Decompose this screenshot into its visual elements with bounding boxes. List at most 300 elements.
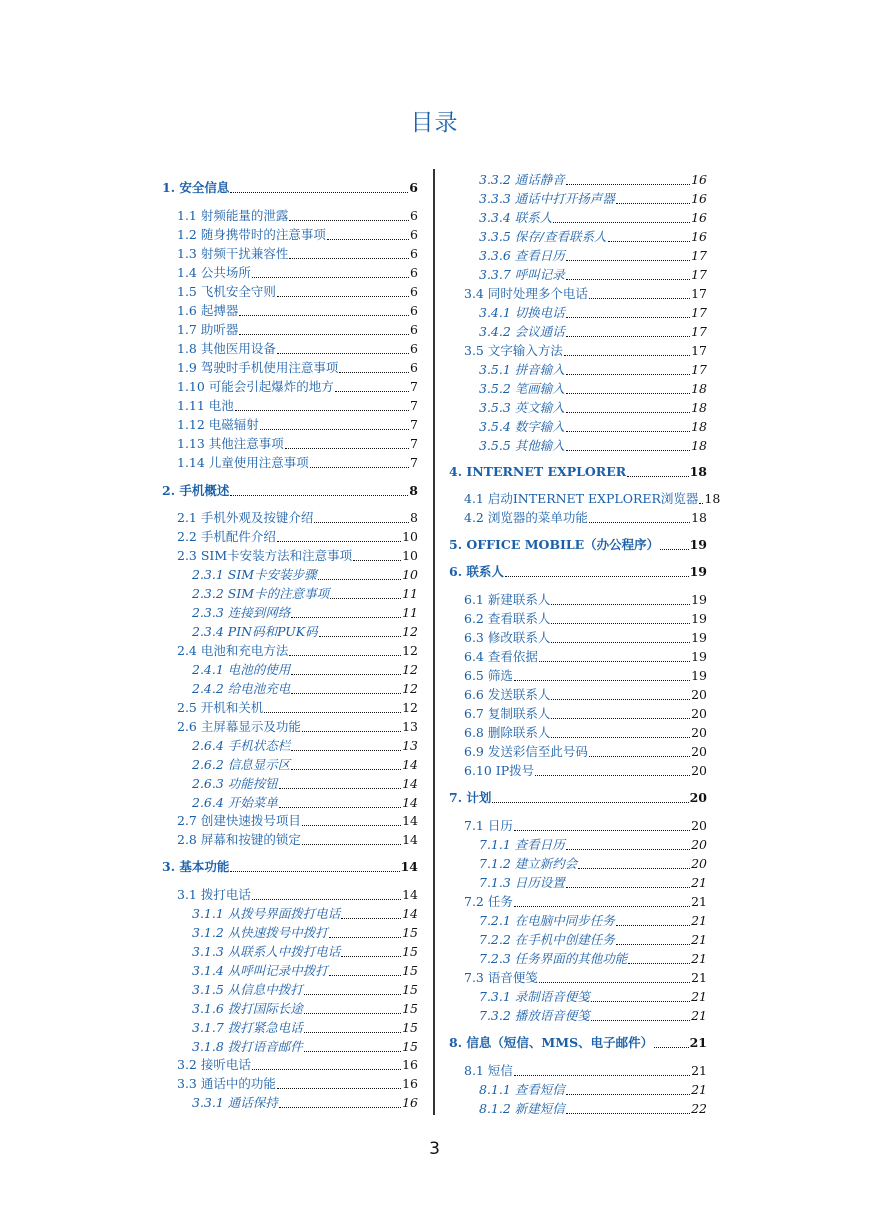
toc-entry[interactable]: [449, 910, 707, 929]
toc-dot-leader: [589, 297, 690, 299]
toc-entry-page: 21: [691, 970, 707, 985]
toc-entry-page: 6: [410, 303, 418, 318]
toc-entry-page: 21: [689, 1035, 707, 1050]
toc-entry[interactable]: [162, 357, 418, 376]
toc-entry-page: 20: [691, 837, 707, 852]
toc-entry-title: 6. 联系人: [449, 564, 504, 579]
toc-dot-leader: [566, 430, 690, 432]
toc-entry[interactable]: [449, 534, 707, 553]
toc-entry-title: 2.3.1 SIM卡安装步骤: [192, 567, 317, 582]
toc-dot-leader: [239, 314, 409, 316]
toc-dot-leader: [341, 955, 401, 957]
toc-entry[interactable]: [162, 829, 418, 848]
toc-entry-title: 4.1 启动INTERNET EXPLORER浏览器: [464, 491, 699, 506]
toc-entry-title: 3.3.1 通话保持: [192, 1095, 278, 1110]
toc-entry-page: 14: [402, 813, 418, 828]
toc-entry[interactable]: [449, 891, 707, 910]
toc-dot-leader: [566, 392, 690, 394]
toc-entry[interactable]: [449, 188, 707, 207]
toc-entry[interactable]: [449, 488, 721, 507]
toc-entry-page: 18: [691, 419, 707, 434]
toc-dot-leader: [291, 673, 401, 675]
toc-entry-title: 1.2 随身携带时的注意事项: [177, 227, 326, 242]
toc-entry[interactable]: [449, 967, 707, 986]
toc-entry-page: 16: [691, 172, 707, 187]
toc-entry-page: 18: [691, 438, 707, 453]
toc-entry[interactable]: [449, 948, 707, 967]
toc-dot-leader: [514, 679, 690, 681]
toc-entry-page: 20: [691, 818, 707, 833]
toc-entry[interactable]: [162, 433, 418, 452]
toc-entry-page: 21: [691, 875, 707, 890]
toc-entry-title: 7.2.3 任务界面的其他功能: [479, 951, 628, 966]
toc-entry[interactable]: [162, 545, 418, 564]
toc-entry-page: 19: [691, 611, 707, 626]
toc-entry-title: 3. 基本功能: [162, 859, 230, 874]
toc-entry-title: 8. 信息（短信、MMS、电子邮件）: [449, 1035, 654, 1050]
toc-entry-title: 2.6.3 功能按钮: [192, 776, 278, 791]
toc-dot-leader: [535, 774, 690, 776]
toc-entry[interactable]: [449, 169, 707, 188]
toc-entry-page: 12: [402, 681, 418, 696]
toc-entry[interactable]: [162, 1054, 418, 1073]
toc-entry[interactable]: [449, 321, 707, 340]
toc-dot-leader: [608, 240, 691, 242]
toc-entry-page: 14: [402, 906, 418, 921]
toc-entry[interactable]: [449, 722, 707, 741]
toc-entry[interactable]: [162, 735, 418, 754]
toc-entry-page: 20: [691, 763, 707, 778]
toc-entry[interactable]: [449, 684, 707, 703]
toc-entry[interactable]: [162, 480, 418, 499]
toc-dot-leader: [304, 1012, 401, 1014]
toc-dot-leader: [310, 466, 409, 468]
toc-entry[interactable]: [162, 678, 418, 697]
toc-entry-page: 15: [402, 982, 418, 997]
toc-entry-title: 7.1.1 查看日历: [479, 837, 565, 852]
toc-entry[interactable]: [162, 281, 418, 300]
toc-dot-leader: [304, 1031, 401, 1033]
toc-dot-leader: [291, 692, 401, 694]
toc-entry-title: 6.6 发送联系人: [464, 687, 551, 702]
toc-entry[interactable]: [449, 245, 707, 264]
toc-dot-leader: [578, 867, 690, 869]
toc-entry-title: 6.7 复制联系人: [464, 706, 551, 721]
toc-entry[interactable]: [449, 302, 707, 321]
toc-entry-page: 20: [691, 856, 707, 871]
toc-entry-title: 2.1 手机外观及按键介绍: [177, 510, 314, 525]
toc-entry-page: 16: [402, 1057, 418, 1072]
toc-entry-page: 21: [691, 1063, 707, 1078]
toc-entry-title: 6.10 IP拨号: [464, 763, 535, 778]
toc-entry[interactable]: [449, 507, 707, 526]
toc-dot-leader: [551, 622, 690, 624]
toc-entry-title: 1.13 其他注意事项: [177, 436, 284, 451]
toc-entry-page: 16: [402, 1076, 418, 1091]
toc-entry-title: 2.3.4 PIN码和PUK码: [192, 624, 318, 639]
toc-entry-page: 7: [410, 455, 418, 470]
toc-entry[interactable]: [162, 773, 418, 792]
toc-entry-title: 1. 安全信息: [162, 180, 230, 195]
toc-dot-leader: [589, 755, 690, 757]
toc-entry-title: 2. 手机概述: [162, 483, 230, 498]
toc-entry-page: 16: [691, 210, 707, 225]
toc-entry[interactable]: [162, 243, 418, 262]
toc-entry-page: 15: [402, 925, 418, 940]
toc-entry[interactable]: [449, 416, 707, 435]
toc-entry-page: 6: [410, 360, 418, 375]
toc-entry[interactable]: [449, 853, 707, 872]
toc-entry-title: 6.5 筛选: [464, 668, 513, 683]
toc-entry[interactable]: [449, 703, 707, 722]
toc-dot-leader: [230, 191, 408, 193]
toc-entry[interactable]: [162, 998, 418, 1017]
toc-entry-page: 12: [402, 700, 418, 715]
toc-entry-page: 18: [704, 491, 721, 506]
toc-entry-title: 3.1 拨打电话: [177, 887, 251, 902]
toc-entry-page: 14: [400, 859, 418, 874]
toc-entry[interactable]: [449, 872, 707, 891]
toc-entry[interactable]: [162, 1036, 418, 1055]
toc-entry[interactable]: [162, 810, 418, 829]
toc-entry-title: 3.1.2 从快速拨号中拨打: [192, 925, 328, 940]
toc-dot-leader: [260, 428, 409, 430]
toc-entry[interactable]: [162, 452, 418, 471]
toc-dot-leader: [277, 352, 409, 354]
toc-entry-page: 20: [689, 790, 707, 805]
toc-dot-leader: [353, 559, 401, 561]
toc-entry[interactable]: [162, 922, 418, 941]
toc-dot-leader: [339, 371, 409, 373]
toc-entry-title: 7.1.3 日历设置: [479, 875, 565, 890]
toc-entry-title: 3.1.1 从拨号界面拨打电话: [192, 906, 341, 921]
toc-dot-leader: [329, 974, 401, 976]
toc-entry-title: 3.4.2 会议通话: [479, 324, 565, 339]
toc-entry-page: 21: [691, 951, 707, 966]
toc-entry-title: 3.5 文字输入方法: [464, 343, 563, 358]
toc-dot-leader: [277, 1087, 401, 1089]
toc-dot-leader: [616, 924, 690, 926]
toc-entry-title: 8.1 短信: [464, 1063, 513, 1078]
toc-entry[interactable]: [162, 640, 418, 659]
toc-entry-page: 14: [402, 757, 418, 772]
toc-dot-leader: [551, 698, 690, 700]
toc-entry[interactable]: [449, 760, 707, 779]
toc-entry-title: 3.5.1 拼音输入: [479, 362, 565, 377]
toc-entry-title: 8.1.2 新建短信: [479, 1101, 565, 1116]
toc-entry[interactable]: [162, 941, 418, 960]
toc-entry-page: 6: [410, 265, 418, 280]
toc-entry-page: 10: [402, 567, 418, 582]
toc-entry-title: 2.7 创建快速拨号项目: [177, 813, 301, 828]
toc-entry[interactable]: [449, 397, 707, 416]
toc-entry-page: 13: [402, 719, 418, 734]
toc-dot-leader: [289, 257, 409, 259]
toc-entry-title: 3.3 通话中的功能: [177, 1076, 276, 1091]
toc-entry[interactable]: [162, 754, 418, 773]
toc-entry-title: 7.1.2 建立新约会: [479, 856, 578, 871]
toc-dot-leader: [318, 578, 402, 580]
toc-entry[interactable]: [449, 207, 707, 226]
toc-entry[interactable]: [449, 561, 707, 580]
toc-entry-title: 2.8 屏幕和按键的锁定: [177, 832, 301, 847]
toc-entry-page: 19: [689, 564, 707, 579]
toc-entry[interactable]: [162, 621, 418, 640]
toc-entry[interactable]: [449, 986, 707, 1005]
toc-entry[interactable]: [449, 646, 707, 665]
toc-entry-page: 19: [689, 537, 707, 552]
toc-entry-page: 7: [410, 417, 418, 432]
toc-entry[interactable]: [162, 564, 418, 583]
toc-dot-leader: [277, 540, 401, 542]
toc-entry[interactable]: [449, 589, 707, 608]
toc-entry[interactable]: [162, 856, 418, 875]
toc-dot-leader: [279, 806, 401, 808]
toc-entry[interactable]: [449, 226, 707, 245]
toc-entry-title: 8.1.1 查看短信: [479, 1082, 565, 1097]
toc-entry-page: 10: [402, 529, 418, 544]
toc-entry[interactable]: [449, 1005, 707, 1024]
toc-entry[interactable]: [162, 262, 418, 281]
toc-dot-leader: [285, 447, 409, 449]
toc-entry[interactable]: [162, 526, 418, 545]
toc-entry[interactable]: [162, 1073, 418, 1092]
toc-entry-title: 7.1 日历: [464, 818, 513, 833]
toc-entry-title: 3.3.3 通话中打开扬声器: [479, 191, 615, 206]
toc-dot-leader: [341, 917, 401, 919]
toc-entry-page: 10: [402, 548, 418, 563]
toc-dot-leader: [252, 276, 409, 278]
toc-entry-page: 20: [691, 725, 707, 740]
toc-entry[interactable]: [162, 960, 418, 979]
toc-dot-leader: [314, 521, 409, 523]
toc-dot-leader: [566, 259, 690, 261]
toc-dot-leader: [660, 548, 688, 550]
toc-entry-page: 22: [691, 1101, 707, 1116]
toc-entry[interactable]: [162, 224, 418, 243]
toc-entry-title: 2.3 SIM卡安装方法和注意事项: [177, 548, 353, 563]
toc-entry-page: 6: [410, 322, 418, 337]
toc-entry-page: 21: [691, 1082, 707, 1097]
toc-entry-title: 1.3 射频干扰兼容性: [177, 246, 289, 261]
toc-entry-page: 6: [410, 227, 418, 242]
toc-entry-title: 2.4 电池和充电方法: [177, 643, 289, 658]
toc-dot-leader: [628, 962, 690, 964]
toc-entry-page: 13: [402, 738, 418, 753]
toc-entry-page: 19: [691, 668, 707, 683]
toc-entry-page: 14: [402, 832, 418, 847]
toc-entry-title: 3.1.4 从呼叫记录中拨打: [192, 963, 328, 978]
toc-dot-leader: [551, 641, 690, 643]
toc-entry-page: 15: [402, 1001, 418, 1016]
toc-dot-leader: [277, 295, 409, 297]
toc-entry[interactable]: [162, 395, 418, 414]
toc-entry-page: 11: [402, 605, 418, 620]
toc-entry[interactable]: [449, 608, 707, 627]
toc-entry-page: 7: [410, 398, 418, 413]
toc-entry[interactable]: [449, 665, 707, 684]
toc-entry-title: 2.3.2 SIM卡的注意事项: [192, 586, 330, 601]
toc-dot-leader: [566, 886, 690, 888]
toc-entry[interactable]: [449, 461, 707, 480]
toc-entry-title: 1.10 可能会引起爆炸的地方: [177, 379, 334, 394]
toc-entry[interactable]: [162, 376, 418, 395]
toc-dot-leader: [289, 219, 409, 221]
toc-dot-leader: [566, 1112, 690, 1114]
toc-dot-leader: [335, 390, 409, 392]
toc-dot-leader: [505, 575, 689, 577]
toc-entry[interactable]: [449, 378, 707, 397]
toc-entry-page: 17: [691, 267, 707, 282]
toc-entry-page: 20: [691, 687, 707, 702]
toc-entry-title: 2.2 手机配件介绍: [177, 529, 276, 544]
toc-entry[interactable]: [162, 659, 418, 678]
toc-entry[interactable]: [449, 1032, 707, 1051]
toc-entry-title: 2.6.2 信息显示区: [192, 757, 291, 772]
toc-entry[interactable]: [162, 979, 418, 998]
toc-entry[interactable]: [162, 884, 418, 903]
toc-dot-leader: [279, 787, 401, 789]
toc-entry-page: 12: [402, 662, 418, 677]
toc-dot-leader: [616, 943, 690, 945]
toc-entry[interactable]: [162, 205, 418, 224]
toc-dot-leader: [566, 316, 690, 318]
toc-dot-leader: [252, 898, 401, 900]
toc-entry-page: 6: [410, 284, 418, 299]
toc-entry-title: 4.2 浏览器的菜单功能: [464, 510, 588, 525]
toc-entry-title: 6.2 查看联系人: [464, 611, 551, 626]
toc-entry-title: 2.6.4 手机状态栏: [192, 738, 291, 753]
toc-entry[interactable]: [162, 1092, 418, 1111]
toc-entry[interactable]: [162, 414, 418, 433]
toc-entry-title: 3.5.4 数字输入: [479, 419, 565, 434]
toc-entry[interactable]: [162, 1017, 418, 1036]
toc-entry-page: 17: [691, 362, 707, 377]
toc-entry[interactable]: [449, 787, 707, 806]
toc-entry[interactable]: [449, 283, 707, 302]
toc-dot-leader: [551, 717, 690, 719]
toc-dot-leader: [304, 1050, 401, 1052]
toc-entry-title: 1.8 其他医用设备: [177, 341, 276, 356]
toc-entry[interactable]: [162, 319, 418, 338]
toc-entry-page: 21: [691, 913, 707, 928]
toc-entry[interactable]: [162, 697, 418, 716]
toc-entry-title: 7.3.1 录制语音便笺: [479, 989, 590, 1004]
toc-dot-leader: [252, 1068, 401, 1070]
toc-entry-title: 7.2.2 在手机中创建任务: [479, 932, 615, 947]
toc-dot-leader: [264, 711, 401, 713]
toc-entry-page: 18: [691, 400, 707, 415]
toc-entry[interactable]: [449, 340, 707, 359]
toc-dot-leader: [566, 1093, 690, 1095]
toc-entry-title: 7.2.1 在电脑中同步任务: [479, 913, 615, 928]
toc-entry-title: 3.1.5 从信息中拨打: [192, 982, 303, 997]
toc-dot-leader: [514, 1074, 690, 1076]
toc-dot-leader: [539, 981, 690, 983]
toc-entry-page: 20: [691, 706, 707, 721]
toc-entry[interactable]: [162, 792, 418, 811]
toc-entry[interactable]: [162, 903, 418, 922]
toc-dot-leader: [492, 801, 688, 803]
toc-dot-leader: [330, 597, 401, 599]
toc-dot-leader: [304, 993, 401, 995]
toc-entry[interactable]: [449, 359, 707, 378]
toc-dot-leader: [616, 202, 690, 204]
toc-dot-leader: [551, 736, 690, 738]
toc-entry[interactable]: [162, 583, 418, 602]
toc-entry[interactable]: [449, 1098, 707, 1117]
toc-entry-page: 16: [691, 229, 707, 244]
toc-entry-page: 21: [691, 894, 707, 909]
toc-entry[interactable]: [162, 507, 418, 526]
toc-dot-leader: [302, 824, 401, 826]
toc-entry-page: 14: [402, 795, 418, 810]
toc-entry-page: 15: [402, 944, 418, 959]
toc-entry[interactable]: [162, 177, 418, 196]
toc-entry-title: 2.6.4 开始菜单: [192, 795, 278, 810]
toc-dot-leader: [539, 660, 690, 662]
toc-entry[interactable]: [449, 627, 707, 646]
toc-entry[interactable]: [449, 741, 707, 760]
toc-entry[interactable]: [449, 834, 707, 853]
toc-entry-title: 2.4.1 电池的使用: [192, 662, 291, 677]
toc-entry-page: 16: [691, 191, 707, 206]
toc-dot-leader: [553, 221, 690, 223]
toc-dot-leader: [230, 870, 399, 872]
toc-entry[interactable]: [162, 338, 418, 357]
toc-entry-title: 3.5.2 笔画输入: [479, 381, 565, 396]
toc-entry[interactable]: [449, 1079, 707, 1098]
toc-entry-title: 3.5.5 其他输入: [479, 438, 565, 453]
toc-entry-title: 6.3 修改联系人: [464, 630, 551, 645]
toc-entry-title: 6.4 查看依据: [464, 649, 538, 664]
toc-entry[interactable]: [449, 1060, 707, 1079]
toc-dot-leader: [291, 749, 401, 751]
toc-dot-leader: [230, 494, 408, 496]
toc-entry-title: 1.7 助听器: [177, 322, 239, 337]
toc-entry-title: 7. 计划: [449, 790, 492, 805]
toc-entry-page: 7: [410, 436, 418, 451]
toc-entry-title: 1.6 起搏器: [177, 303, 239, 318]
toc-dot-leader: [514, 829, 690, 831]
toc-entry-page: 15: [402, 1039, 418, 1054]
toc-entry[interactable]: [449, 929, 707, 948]
toc-entry[interactable]: [449, 264, 707, 283]
toc-entry[interactable]: [449, 435, 707, 454]
toc-entry[interactable]: [162, 602, 418, 621]
toc-entry-title: 7.2 任务: [464, 894, 513, 909]
toc-entry-title: 5. OFFICE MOBILE（办公程序）: [449, 537, 660, 552]
toc-entry[interactable]: [162, 300, 418, 319]
toc-entry-title: 3.2 接听电话: [177, 1057, 251, 1072]
toc-entry-page: 17: [691, 305, 707, 320]
toc-entry-title: 3.1.6 拨打国际长途: [192, 1001, 303, 1016]
toc-dot-leader: [302, 843, 401, 845]
toc-entry-page: 14: [402, 887, 418, 902]
toc-entry[interactable]: [449, 815, 707, 834]
toc-dot-leader: [699, 502, 703, 504]
toc-dot-leader: [566, 278, 690, 280]
toc-entry-title: 3.4.1 切换电话: [479, 305, 565, 320]
toc-dot-leader: [235, 409, 409, 411]
toc-entry-page: 18: [689, 464, 707, 479]
toc-entry-page: 17: [691, 248, 707, 263]
toc-entry-page: 17: [691, 324, 707, 339]
toc-entry-title: 4. INTERNET EXPLORER: [449, 464, 627, 479]
toc-entry[interactable]: [162, 716, 418, 735]
toc-entry-page: 20: [691, 744, 707, 759]
toc-entry-page: 11: [402, 586, 418, 601]
